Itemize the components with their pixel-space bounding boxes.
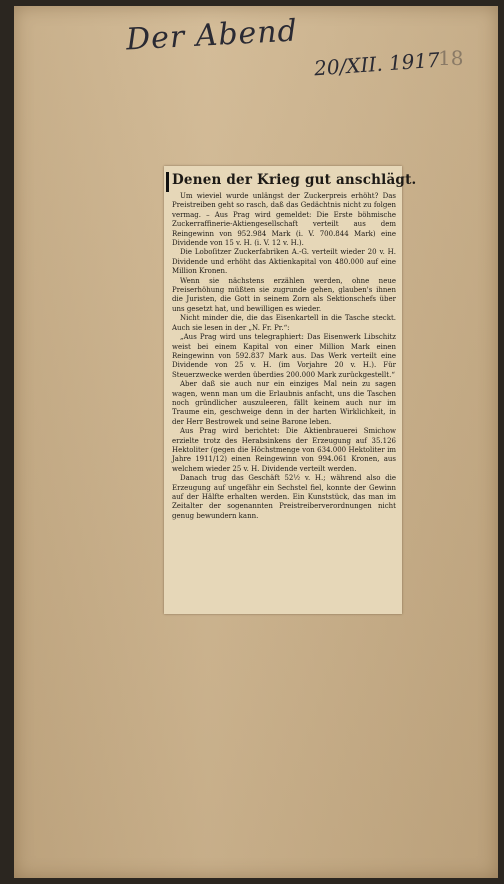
clipping-paragraph: Wenn sie nächstens erzählen werden, ohne neue Preiserhöhung müßten sie zugrunde gehen, glauben's ihnen die Juristen, die Gott in seinem Zorn als Sektionschefs über uns gesetzt hat, und bewilligen es wieder. xyxy=(172,276,396,313)
clipping-paragraph: Nicht minder die, die das Eisenkartell in die Tasche steckt. Auch sie lesen in der „N. Fr. Pr.“: xyxy=(172,314,396,332)
handwritten-date: 20/XII. 1917 xyxy=(313,47,441,81)
clipping-paragraph: Aus Prag wird berichtet: Die Aktienbrauerei Smichow erzielte trotz des Herabsinkens der Erzeugung auf 35.126 Hektoliter (gegen die Höchstmenge von 634.000 Hektoliter im Jahre 1911/12) einen Reingewinn von 994.061 Kronen, aus welchem wieder 25 v. H. Dividende verteilt werden. xyxy=(172,427,396,473)
clipping-headline: Denen der Krieg gut anschlägt. xyxy=(172,172,417,188)
clipping-paragraph: Um wieviel wurde unlängst der Zuckerpreis erhöht? Das Preistreiben geht so rasch, daß das Gedächtnis nicht zu folgen vermag. – Aus Prag wird gemeldet: Die Erste böhmische Zuckerraffinerie-Aktiengesellschaft verteilt aus dem Reingewinn von 952.984 Mark (i. V. 700.844 Mark) eine Dividende von 15 v. H. (i. V. 12 v. H.). xyxy=(172,192,396,248)
newspaper-clipping xyxy=(164,166,417,614)
clipping-paragraph: Aber daß sie auch nur ein einziges Mal nein zu sagen wagen, wenn man um die Erlaubnis anfacht, uns die Taschen noch gründlicher auszuleeren, fällt keinem auch nur im Traume ein, geschweige denn in der harten Wirklichkeit, in der Herr Bestrowek und seine Barone leben. xyxy=(172,380,396,426)
handwritten-number: 18 xyxy=(438,46,464,70)
clipping-paragraph: „Aus Prag wird uns telegraphiert: Das Eisenwerk Libschitz weist bei einem Kapital von einer Million Mark einen Reingewinn von 592.837 Mark aus. Das Werk verteilt eine Dividende von 25 v. H. (im Vorjahre 20 v. H.). Für Steuerzwecke werden überdies 200.000 Mark zurückgestellt.“ xyxy=(172,333,396,379)
clipping-paragraph: Danach trug das Geschäft 52½ v. H.; während also die Erzeugung auf ungefähr ein Sechstel fiel, konnte der Gewinn auf der Hälfte erhalten werden. Ein Kunststück, das man im Zeitalter der sogenannten Preistreiberverordnungen nicht genug bewundern kann. xyxy=(172,474,396,520)
handwritten-title: Der Abend xyxy=(125,13,299,58)
clipping-margin-bar xyxy=(166,172,169,192)
archive-sheet xyxy=(14,6,498,878)
clipping-paragraph: Die Loboſitzer Zuckerfabriken A.-G. verteilt wieder 20 v. H. Dividende und erhöht das Aktienkapital von 480.000 auf eine Million Kronen. xyxy=(172,248,396,276)
